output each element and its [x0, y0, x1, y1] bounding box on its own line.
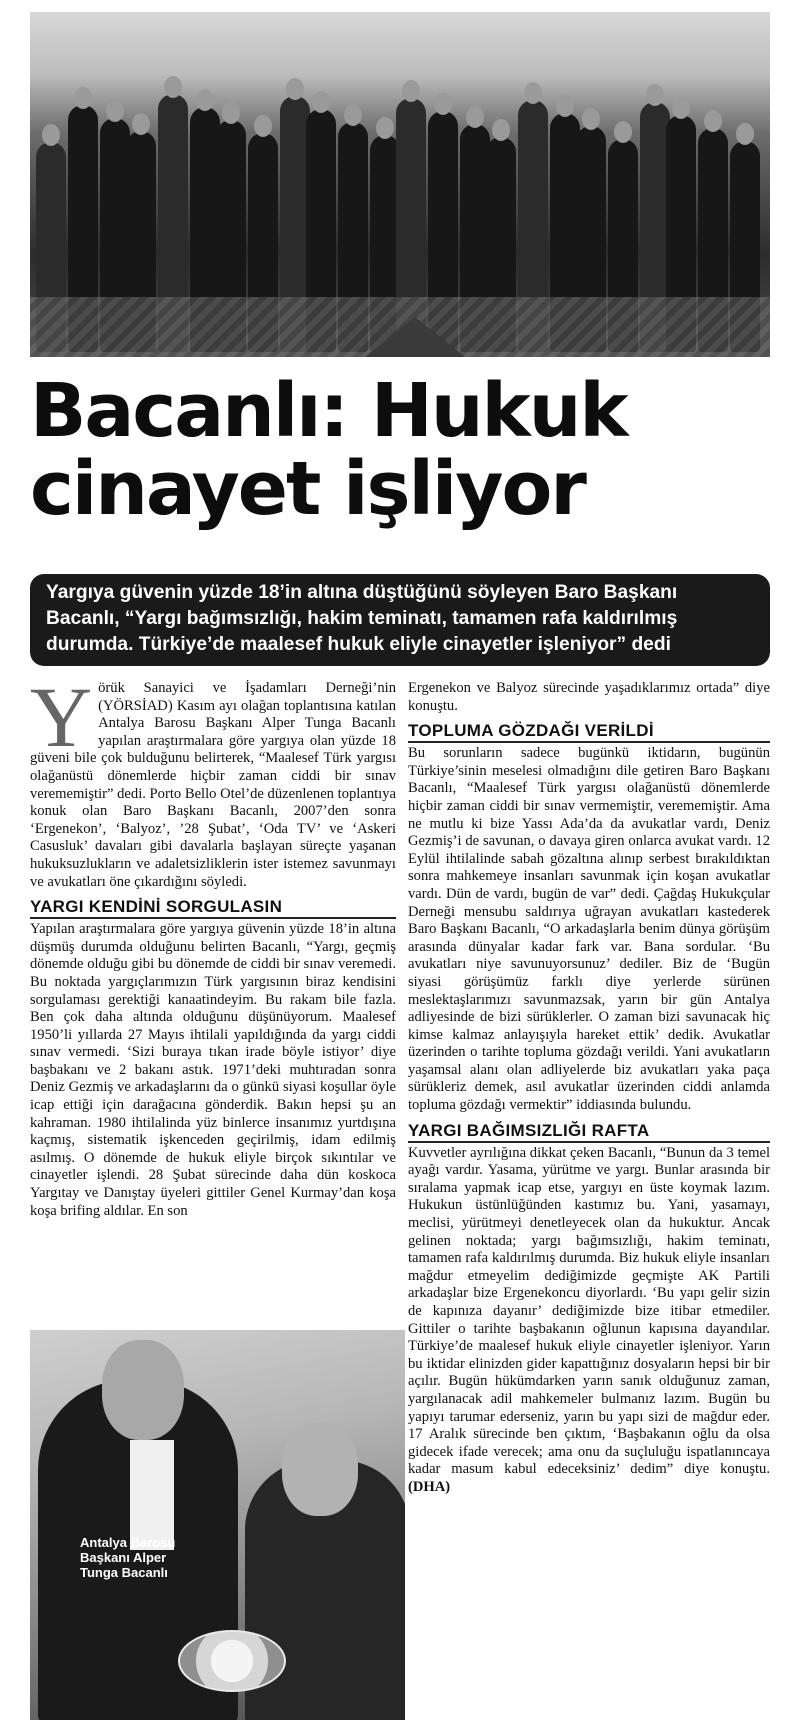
subhead-topluma-gozdagi: TOPLUMA GÖZDAĞI VERİLDİ [408, 721, 770, 743]
crowd-person-head [196, 89, 214, 111]
news-agency-credit: (DHA) [408, 1478, 451, 1495]
award-photo [30, 1330, 405, 1720]
crowd-person-head [582, 108, 600, 130]
intro-text: örük Sanayici ve İşadamları Derneği’nin (YÖRSİAD) Kasım ayı olağan toplantısına katılan Antalya Barosu Başkanı Alper Tunga Bacanlı yapılan araştırmalara göre yargıya olan yüzde 18 güveni bile çok bulduğunu belirterek, “Maalesef Türk yargısı olağanüstü dönemlerde hiçbir zaman ciddi bir sınav verememiştir” dedi. Porto Bello Otel’de düzenlenen toplantıya konuk olan Baro Başkanı Bacanlı, 2007’den sonra ‘Ergenekon’, ‘Balyoz’, ’28 Şubat’, ‘Oda TV’ ve ‘Askeri Casusluk’ davaları gibi davalarla başlayan süreçte yaşanan hukuksuzlukların ve adaletsizliklerin ister istemez savunmayı ve avukatları öne çıkardığını söyledi. [30, 680, 396, 890]
crowd-person-head [646, 84, 664, 106]
group-photo [30, 12, 770, 357]
headline-line-1: Bacanlı: Hukuk [30, 368, 627, 454]
paragraph-2: Yapılan araştırmalara göre yargıya güvenin yüzde 18’in altına düşmüş durumda olduğunu belirten Bacanlı, “Yargı, geçmiş dönemde olduğu gibi bu dönemde de ciddi bir sınav veremedi. Bu noktada yargıçlarımızın Türk yargısının biraz kendisini sorgulaması gerektiği kanaatindeyim. Bu rakam bile fazla. Ben çok daha altında olduğunu düşünüyorum. Maalesef 1950’li yıllarda 27 Mayıs ihtilali yapıldığında da yargı ciddi sınav vermedi. ‘Sizi buraya tıkan irade böyle istiyor’ diye başbakanı ve 2 bakanı astık. 1971’deki muhtıradan sonra Deniz Gezmiş ve arkadaşlarını da o günkü siyasi koşullar öyle icap ettiği için darağacına gönderdik. Bakın hepsi şu an kahraman. 1980 ihtilalinda yüz binlerce insanımız yurtdışına kaçmış, sistematik işkenceden geçirilmiş, idam edilmiş asılmış. O dönemde de hukuk eliyle birçok sıkıntılar ve cinayetler işlendi. 28 Şubat sürecinde daha dün koskoca Yargıtay ve Danıştay üyeleri gittiler Genel Kurmay’dan koşa koşa brifing aldılar. En son [30, 921, 396, 1219]
drop-cap: Y [30, 669, 93, 765]
photo-caption: Antalya Barosu Başkanı Alper Tunga Bacanlı [80, 1535, 176, 1580]
intro-paragraph [30, 669, 396, 891]
crowd-person-head [672, 97, 690, 119]
paragraph-3: Bu sorunların sadece bugünkü iktidarın, bugünün Türkiye’sinin meselesi olmadığını dile getiren Baro Başkanı Bacanlı, “Maalesef Türk yargısı olağanüstü dönemlerde hiçbir zaman ciddi bir sınav vermemiştir, verememiştir. Ama ne mutlu ki bize Yassı Ada’da da avukatlar vardı, Deniz Gezmiş’i de savunan, o davaya giren onlarca avukat vardı. 12 Eylül ihtilalinde sabah gözaltına alınıp serbest bırakıldıktan sonra mahkemeye insanları savunmak için koşan avukatlar vardı. Dün de vardı, bugün de var” dedi. Çağdaş Hukukçular Derneği mensubu saldırıya uğrayan avukatları kastederek Baro Başkanı Bacanlı, “O arkadaşlarla benim dünya görüşüm arasında dünyalar kadar fark var. Bana sordular. ‘Bu avukatları niye savunuyorsunuz’ dediler. Biz de ‘Bugün siyasi görüşümüz farklı diye yerlerde sürünen meslektaşlarımızı savunmazsak, yarın bir gün Antalya adliyesinde de bizi sürüklerler. O zaman bizi savunacak hiç kimse kalmaz anlayışıyla hareket ettik’ dedik. Avukatlar üzerinden o tarihte topluma gözdağı verildi. Yani avukatların yaşamsal alanı olan adliyelerde biz avukatları yaka paça sürükleriz demek, asıl avukatlar üzerinden ciddi anlamda topluma gözdağı vermektir” iddiasında bulundu. [408, 745, 770, 1114]
crowd-person-head [254, 115, 272, 137]
crowd-person-head [434, 93, 452, 115]
crowd-person-head [344, 104, 362, 126]
person-right-head [282, 1422, 358, 1516]
paragraph-4-text: Kuvvetler ayrılığına dikkat çeken Bacanlı, “Bunun da 3 temel ayağı vardır. Yasama, yürütme ve yargı. Bunlar arasında bir sıralama yapmak icap etse, yargıyı en üste koymak lazım. Hukukun üstünlüğünden kastımız bu. Yani, yasamayı, meclisi, yürütmeyi denetleyecek olan da hukuktur. Ancak gelinen noktada; yargı bağımsızlığı, hakim teminatı, tamamen rafa kaldırılmış durumda. Biz hukuk eliyle insanları mağdur etmeyelim dediğimizde geçmişte AK Partili arkadaşlar bize Ergenekoncu diyorlardı. ‘Bu yapı gelir sizin de kapınıza dayanır’ dediğimizde bize itibar etmediler. Gittiler o tarihte başbakanın oğlunun kapısına dayandılar. Türkiye’de maalesef hukuk eliyle cinayetler işleniyor. Yarın bu iktidar elinizden gider kapattığınız dosyaların hepsi bir bir açılır. Bugün hükümdarken yarın sanık olduğunuz zaman, yargılanacak adil mahkemeler bulmanız lazım. Bugün bu yapıyı tarumar ederseniz, yarın bu yapı sizi de mağdur eder. 17 Aralık sürecinde ben çıktım, ‘Başbakanın oğlu da olsa gidecek ifade verecek; ama onu da suçluluğu ispatlanıncaya kadar masum kabul edeceksiniz’ dedim” diye konuştu. [408, 1144, 770, 1478]
crowd-person-head [164, 76, 182, 98]
crowd-person-head [614, 121, 632, 143]
floor-pyramid [365, 317, 465, 357]
subhead-yargi-bagimsizligi: YARGI BAĞIMSIZLIĞI RAFTA [408, 1121, 770, 1143]
crowd-person-head [286, 78, 304, 100]
body-column-right [408, 680, 770, 1497]
body-column-left [30, 669, 396, 1220]
crowd-person-head [312, 91, 330, 113]
headline-line-2: cinayet işliyor [30, 446, 585, 532]
person-left-head [102, 1340, 184, 1440]
crowd-person-head [376, 117, 394, 139]
person-left-shirt [130, 1440, 174, 1550]
paragraph-2-continued: Ergenekon ve Balyoz sürecinde yaşadıklarımız ortada” diye konuştu. [408, 680, 770, 714]
crowd-person-head [524, 82, 542, 104]
crowd-person-head [132, 113, 150, 135]
award-plaque [178, 1630, 286, 1692]
crowd-person-head [106, 100, 124, 122]
crowd-person-head [402, 80, 420, 102]
crowd-person-head [704, 110, 722, 132]
crowd-person-head [42, 124, 60, 146]
crowd-person-head [492, 119, 510, 141]
crowd-person-head [556, 95, 574, 117]
paragraph-4 [408, 1145, 770, 1497]
crowd-person-head [222, 102, 240, 124]
crowd-person-head [466, 106, 484, 128]
article-deck: Yargıya güvenin yüzde 18’in altına düştüğünü söyleyen Baro Başkanı Bacanlı, “Yargı bağımsızlığı, hakim teminatı, tamamen rafa kaldırılmış durumda. Türkiye’de maalesef hukuk eliyle cinayetler işleniyor” dedi [30, 574, 770, 666]
crowd-person-head [74, 87, 92, 109]
subhead-yargi-kendini: YARGI KENDİNİ SORGULASIN [30, 897, 396, 919]
article-headline [30, 368, 775, 532]
crowd-person-head [736, 123, 754, 145]
